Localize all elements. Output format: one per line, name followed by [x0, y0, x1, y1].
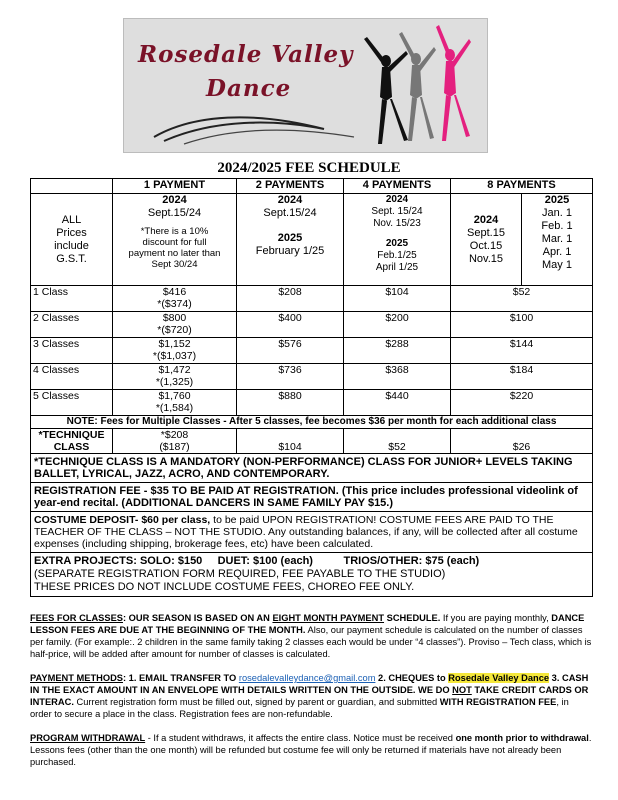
fee-1-payment — [113, 338, 237, 364]
due-date: Nov.15 — [468, 252, 504, 265]
multi-class-note-row — [31, 416, 593, 429]
year: 2024 — [277, 194, 303, 206]
fee-1-payment — [113, 312, 237, 338]
withdrawal-heading: PROGRAM WITHDRAWAL — [30, 733, 146, 743]
discount-note-line: discount for full — [142, 237, 207, 248]
year: 2024 — [473, 213, 499, 226]
due-date: Oct.15 — [469, 239, 503, 252]
fees-text: DANCE LESSON FEES ARE DUE AT THE BEGINNING OF THE MONTH. — [30, 613, 585, 635]
payment-text: 3. CASH IN THE EXACT AMOUNT IN AN ENVELOPE WITH DETAILS WRITTEN ON THE OUTSIDE. WE DO — [30, 673, 589, 695]
payment-text: WITH REGISTRATION FEE — [439, 697, 557, 707]
due-date: Apr. 1 — [542, 246, 572, 258]
due-date: Sept. 15/24 — [371, 206, 423, 217]
year: 2025 — [385, 238, 409, 249]
email-link[interactable]: rosedalevalleydance@gmail.com — [238, 673, 376, 683]
fee-amount: $1,760 — [158, 390, 191, 402]
fee-table — [30, 178, 593, 597]
fee-4-payments: $288 — [344, 338, 451, 364]
payment-text: Current registration form must be filled out, signed by parent or guardian, and submitted — [73, 697, 440, 707]
discount-note-line: payment no later than — [128, 248, 221, 259]
dates-8-payments-2024 — [451, 194, 522, 286]
fee-8-payments: $144 — [451, 338, 593, 364]
year: 2024 — [385, 194, 409, 205]
fee-8-payments: $52 — [451, 286, 593, 312]
discount-amount: *($1,037) — [152, 350, 197, 362]
program-withdrawal-paragraph — [30, 732, 592, 768]
multi-class-note: NOTE: Fees for Multiple Classes - After 5 classes, fee becomes $36 per month for each additional class — [31, 416, 593, 429]
table-row — [31, 338, 593, 364]
due-date: Sept.15 — [467, 226, 505, 239]
discount-amount: *(1,584) — [155, 402, 194, 414]
fee-1-payment — [113, 364, 237, 390]
due-date: Nov. 15/23 — [373, 218, 421, 229]
class-count-label: 5 Classes — [31, 390, 113, 416]
discount-amount: ($187) — [159, 441, 190, 453]
fee-4-payments: $368 — [344, 364, 451, 390]
fee-2-payments: $400 — [237, 312, 344, 338]
dates-8-payments-2025 — [522, 194, 593, 286]
withdrawal-text: one month prior to withdrawal — [455, 733, 589, 743]
fee-amount: $800 — [162, 312, 187, 324]
fee-2-payments: $880 — [237, 390, 344, 416]
payment-heading: PAYMENT METHODS — [30, 673, 123, 683]
year: 2025 — [277, 232, 303, 244]
table-row — [31, 364, 593, 390]
class-count-label: 3 Classes — [31, 338, 113, 364]
fees-text: If you are paying monthly, — [440, 613, 552, 623]
fee-amount: $1,472 — [158, 364, 191, 376]
header-blank — [31, 179, 113, 194]
table-row — [31, 286, 593, 312]
class-count-label: 4 Classes — [31, 364, 113, 390]
due-date: Feb.1/25 — [377, 250, 417, 261]
discount-amount: *($720) — [157, 324, 192, 336]
year: 2025 — [544, 194, 570, 206]
payment-text: NOT — [452, 685, 472, 695]
withdrawal-text: . Lessons fees (other than the one month) will be refunded but costume fee will only be returned if materials have not already been purchased. — [30, 733, 592, 767]
header-4-payments: 4 PAYMENTS — [344, 179, 451, 194]
due-date: Jan. 1 — [542, 207, 572, 219]
technique-note: *TECHNIQUE CLASS IS A MANDATORY (NON-PERFORMANCE) CLASS FOR JUNIOR+ LEVELS TAKING BALLET, LYRICAL, JAZZ, ACRO, AND CONTEMPORARY. — [31, 454, 593, 483]
payment-text: : 1. EMAIL TRANSFER TO — [122, 673, 239, 683]
class-count-label: 2 Classes — [31, 312, 113, 338]
due-date: Sept.15/24 — [147, 207, 202, 219]
costume-deposit-heading: COSTUME DEPOSIT- $60 per class, — [34, 514, 211, 526]
extra-projects-form-note: (SEPARATE REGISTRATION FORM REQUIRED, FEE PAYABLE TO THE STUDIO) — [34, 568, 446, 580]
header-row — [31, 179, 593, 194]
costume-deposit-note — [31, 512, 593, 553]
fee-2-payments: $208 — [237, 286, 344, 312]
payment-text: 2. CHEQUES to — [375, 673, 449, 683]
extra-projects-choreo-note: THESE PRICES DO NOT INCLUDE COSTUME FEES, CHOREO FEE ONLY. — [34, 581, 415, 593]
fee-4-payments: $200 — [344, 312, 451, 338]
registration-row — [31, 483, 593, 512]
payee-highlight: Rosedale Valley Dance — [448, 673, 550, 683]
fee-8-payments: $100 — [451, 312, 593, 338]
discount-amount: *(1,325) — [155, 376, 194, 388]
year: 2024 — [162, 194, 187, 206]
dates-row — [31, 194, 593, 286]
withdrawal-text: - If a student withdraws, it affects the entire class. Notice must be received — [145, 733, 456, 743]
payment-methods-paragraph — [30, 672, 592, 720]
gst-note-line: Prices — [56, 226, 87, 239]
fee-2-payments: $576 — [237, 338, 344, 364]
dates-4-payments — [344, 194, 451, 286]
payment-text: , in order to secure a place in the class. Registration fees are non-refundable. — [30, 697, 569, 719]
fee-2-payments: $736 — [237, 364, 344, 390]
header-8-payments: 8 PAYMENTS — [451, 179, 593, 194]
technique-fee-2-payments: $104 — [237, 429, 344, 454]
logo-line-2: Dance — [206, 75, 292, 102]
gst-note-line: ALL — [61, 213, 82, 226]
due-date: Sept.15/24 — [263, 207, 317, 219]
header-2-payments: 2 PAYMENTS — [237, 179, 344, 194]
fee-amount: $1,152 — [158, 338, 191, 350]
fees-text: Also, our payment schedule is calculated on the number of classes per family. (For example:. 2 children in the same family taking 2 classes each would be under “4 classes”). Proviso – Tech class, which is half-price, will be added after amount for number of classes is calculated. — [30, 625, 592, 659]
table-row — [31, 390, 593, 416]
due-date: May 1 — [542, 259, 572, 271]
gst-note-line: G.S.T. — [56, 252, 87, 265]
due-date: April 1/25 — [375, 262, 419, 273]
fee-4-payments: $104 — [344, 286, 451, 312]
page-title: 2024/2025 FEE SCHEDULE — [217, 160, 401, 176]
due-date: Feb. 1 — [541, 220, 573, 232]
costume-row — [31, 512, 593, 553]
class-count-label: 1 Class — [31, 286, 113, 312]
extra-projects-note — [31, 553, 593, 597]
dates-1-payment — [113, 194, 237, 286]
technique-fee-4-payments: $52 — [344, 429, 451, 454]
logo-line-1: Rosedale Valley — [138, 41, 354, 68]
technique-label-line: *TECHNIQUE — [38, 429, 105, 441]
fees-for-classes-paragraph — [30, 612, 592, 660]
fees-text: : OUR SEASON IS BASED ON AN — [122, 613, 273, 623]
fee-1-payment — [113, 286, 237, 312]
discount-amount: *($374) — [157, 298, 192, 310]
fee-8-payments: $220 — [451, 390, 593, 416]
extra-projects-prices: EXTRA PROJECTS: SOLO: $150 DUET: $100 (each) TRIOS/OTHER: $75 (each) — [34, 555, 480, 567]
header-1-payment: 1 PAYMENT — [113, 179, 237, 194]
dancers-logo-graphic — [124, 19, 488, 153]
fees-heading: FEES FOR CLASSES — [30, 613, 123, 623]
gst-note — [31, 194, 113, 286]
costume-deposit-text: to be paid UPON REGISTRATION! COSTUME FEES ARE PAID TO THE TEACHER OF THE CLASS – NOT THE STUDIO. Any outstanding balances, if any, will be collected after all costume expenses (including shipping, brokerage fees, etc) have been calculated. — [34, 514, 578, 550]
registration-fee-note: REGISTRATION FEE - $35 TO BE PAID AT REGISTRATION. (This price includes professional videolink of year-end recital. (ADDITIONAL DANCERS IN SAME FAMILY PAY $15.) — [31, 483, 593, 512]
discount-note-line: *There is a 10% — [140, 226, 209, 237]
logo — [123, 18, 488, 153]
extra-projects-row — [31, 553, 593, 597]
dates-2-payments — [237, 194, 344, 286]
technique-fee-8-payments: $26 — [451, 429, 593, 454]
fee-4-payments: $440 — [344, 390, 451, 416]
technique-row — [31, 429, 593, 454]
payment-text: TAKE CREDIT CARDS OR INTERAC. — [30, 685, 589, 707]
technique-label — [31, 429, 113, 454]
fee-amount: $416 — [162, 286, 187, 298]
technique-note-row — [31, 454, 593, 483]
fee-1-payment — [113, 390, 237, 416]
gst-note-line: include — [54, 239, 89, 252]
technique-label-line: CLASS — [53, 441, 90, 453]
fees-text: SCHEDULE. — [384, 613, 441, 623]
due-date: Mar. 1 — [541, 233, 573, 245]
technique-fee-1-payment — [113, 429, 237, 454]
table-row — [31, 312, 593, 338]
fees-text: EIGHT MONTH PAYMENT — [272, 613, 385, 623]
fee-8-payments: $184 — [451, 364, 593, 390]
due-date: February 1/25 — [255, 245, 325, 257]
fee-amount: *$208 — [160, 429, 189, 441]
discount-note-line: Sept 30/24 — [151, 259, 198, 270]
